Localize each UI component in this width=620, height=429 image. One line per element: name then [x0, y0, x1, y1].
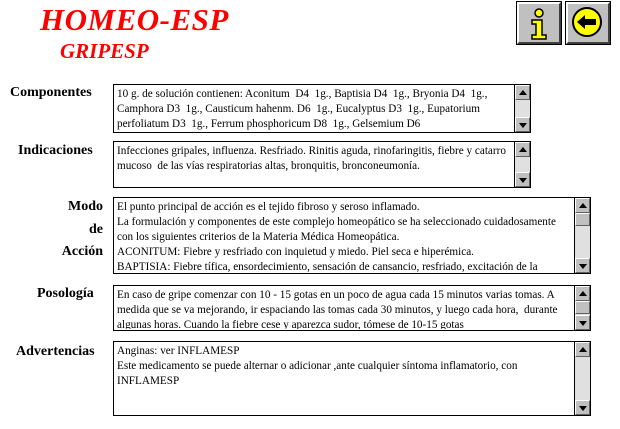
advertencias-text: Anginas: ver INFLAMESP Este medicamento se puede alternar o adicionar ,ante cualquier síntoma inflamatorio, con INFLAMESP	[117, 345, 518, 387]
posologia-label: Posología	[37, 286, 94, 301]
indicaciones-field[interactable]	[113, 141, 531, 188]
scroll-down-icon[interactable]	[575, 400, 590, 415]
scroll-up-icon[interactable]	[575, 342, 590, 357]
back-button[interactable]	[566, 2, 610, 44]
indicaciones-label: Indicaciones	[18, 143, 93, 158]
info-button[interactable]	[517, 2, 561, 44]
info-icon	[519, 4, 559, 42]
componentes-field[interactable]	[113, 84, 531, 133]
componentes-text: 10 g. de solución contienen: Aconitum D4 1g., Baptisia D4 1g., Bryonia D4 1g., Camphora D3 1g., Causticum hahenm. D6 1g., Eucalyptus D3 1g., Eupatorium perfoliatum D3 1g., Ferrum phosphoricum D8 1g., Gelsemium D6	[117, 88, 491, 130]
modo-label-line2: de	[89, 222, 103, 237]
product-title: GRIPESP	[60, 39, 149, 63]
modo-accion-text: El punto principal de acción es el tejido fibroso y seroso inflamado. La formulación y componentes de este complejo homeopático se ha seleccionado cuidadosamente con los siguientes criterios de la Materia Médica Homeopática. ACONITUM: Fiebre y resfriado con inquietud y miedo. Piel seca e hiperémica. BAPTISIA: Fiebre tífica, ensordecimiento, sensación de cansancio, resfriado, excitación de la	[117, 201, 556, 272]
modo-label-line1: Modo	[68, 199, 103, 214]
advertencias-field[interactable]	[113, 341, 591, 416]
scroll-up-icon[interactable]	[515, 85, 530, 100]
scroll-down-icon[interactable]	[575, 315, 590, 330]
modo-accion-scrollbar[interactable]	[574, 198, 590, 273]
modo-label-line3: Acción	[61, 244, 103, 259]
scroll-thumb[interactable]	[575, 213, 590, 226]
scroll-down-icon[interactable]	[515, 172, 530, 187]
componentes-label: Componentes	[10, 85, 92, 100]
advertencias-scrollbar[interactable]	[574, 342, 590, 415]
scroll-up-icon[interactable]	[575, 198, 590, 213]
modo-accion-field[interactable]	[113, 197, 591, 274]
scroll-up-icon[interactable]	[575, 286, 590, 301]
scroll-thumb[interactable]	[575, 301, 590, 314]
advertencias-label: Advertencias	[16, 344, 95, 359]
posologia-text: En caso de gripe comenzar con 10 - 15 gotas en un poco de agua cada 15 minutos varias tomas. A medida que se va mejorando, ir espaciando las tomas cada 30 minutos, y luego cada hora, durante algunas horas. Cuando la fiebre cese y aparezca sudor, tómese de 10-15 gotas	[117, 289, 561, 329]
posologia-scrollbar[interactable]	[574, 286, 590, 330]
indicaciones-text: Infecciones gripales, influenza. Resfriado. Rinitis aguda, rinofaringitis, fiebre y catarro mucoso de las vías respiratorias altas, bronquitis, bronconeumonía.	[117, 145, 509, 172]
scroll-down-icon[interactable]	[575, 258, 590, 273]
componentes-scrollbar[interactable]	[514, 85, 530, 132]
back-arrow-icon	[568, 4, 608, 42]
indicaciones-scrollbar[interactable]	[514, 142, 530, 187]
scroll-up-icon[interactable]	[515, 142, 530, 157]
scroll-down-icon[interactable]	[515, 117, 530, 132]
posologia-field[interactable]	[113, 285, 591, 331]
brand-title: HOMEO-ESP	[40, 2, 229, 37]
